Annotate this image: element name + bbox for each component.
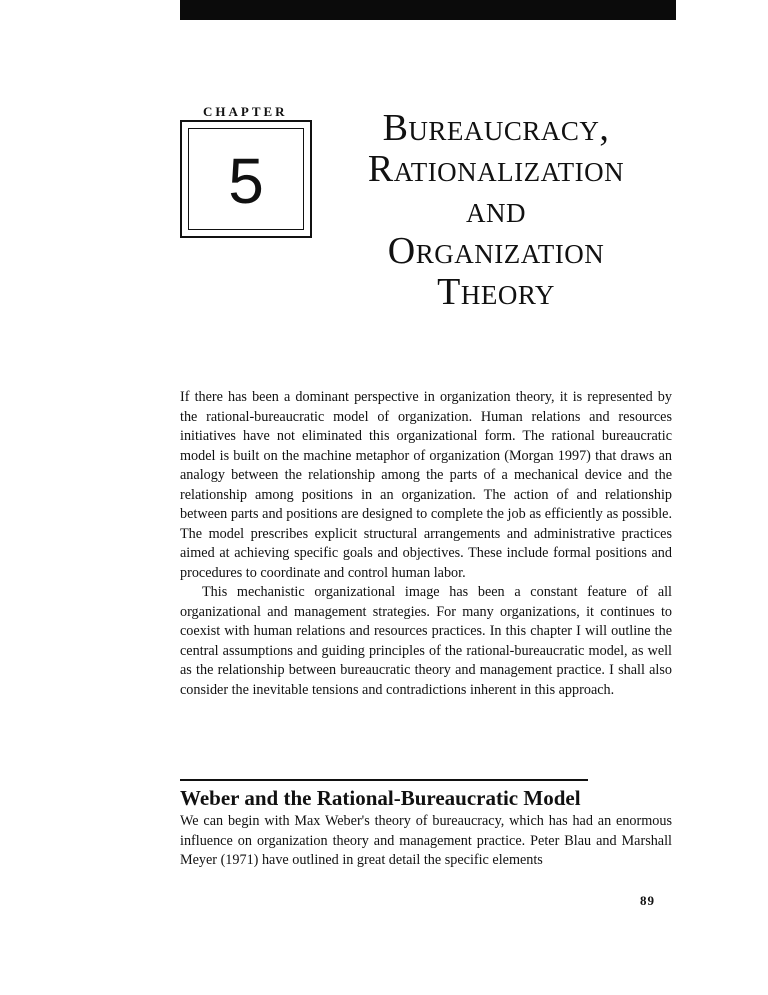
chapter-title-line: and	[466, 189, 526, 231]
page-number: 89	[640, 893, 655, 908]
chapter-number-box-inner	[188, 128, 304, 230]
section-rule	[180, 779, 588, 781]
top-rule	[180, 0, 676, 20]
chapter-title-line: Theory	[437, 271, 555, 313]
chapter-title-line: Bureaucracy,	[382, 107, 610, 149]
chapter-number: 5	[228, 145, 264, 217]
intro-paragraph: If there has been a dominant perspective in organization theory, it is represented by the rational-bureaucratic model of organization. Human relations and resources initiatives have not eliminated this organizational form. The rational bureaucratic model is built on the machine metaphor of organization (Morgan 1997) that draws an analogy between the relationship among the parts of a mechanical device and the relationship among positions in an organization. The action of and relationship between parts and positions are designed to complete the job as efficiently as possible. The model prescribes explicit structural arrangements and administrative practices aimed at achieving specific goals and objectives. These include formal positions and procedures to coordinate and control human labor.	[180, 389, 672, 581]
chapter-number-box	[180, 120, 312, 238]
intro-paragraph: This mechanistic organizational image has been a constant feature of all organizational and management strategies. For many organizations, it continues to coexist with human relations and resources practices. In this chapter I will outline the central assumptions and guiding principles of the rational-bureaucratic model, as well as the relationship between bureaucratic theory and management practice. I shall also consider the inevitable tensions and contradictions inherent in this approach.	[180, 584, 672, 698]
section-heading: Weber and the Rational-Bureaucratic Model	[180, 786, 581, 810]
section-text	[180, 812, 672, 871]
section-paragraph: We can begin with Max Weber's theory of bureaucracy, which has had an enormous influence on organization theory and management practice. Peter Blau and Marshall Meyer (1971) have outlined in great detail the specific elements	[180, 813, 672, 868]
intro-text	[180, 388, 672, 700]
chapter-title-line: Organization	[387, 230, 605, 272]
chapter-title	[315, 108, 677, 313]
chapter-title-line: Rationalization	[367, 148, 625, 190]
chapter-label: CHAPTER	[203, 104, 288, 119]
